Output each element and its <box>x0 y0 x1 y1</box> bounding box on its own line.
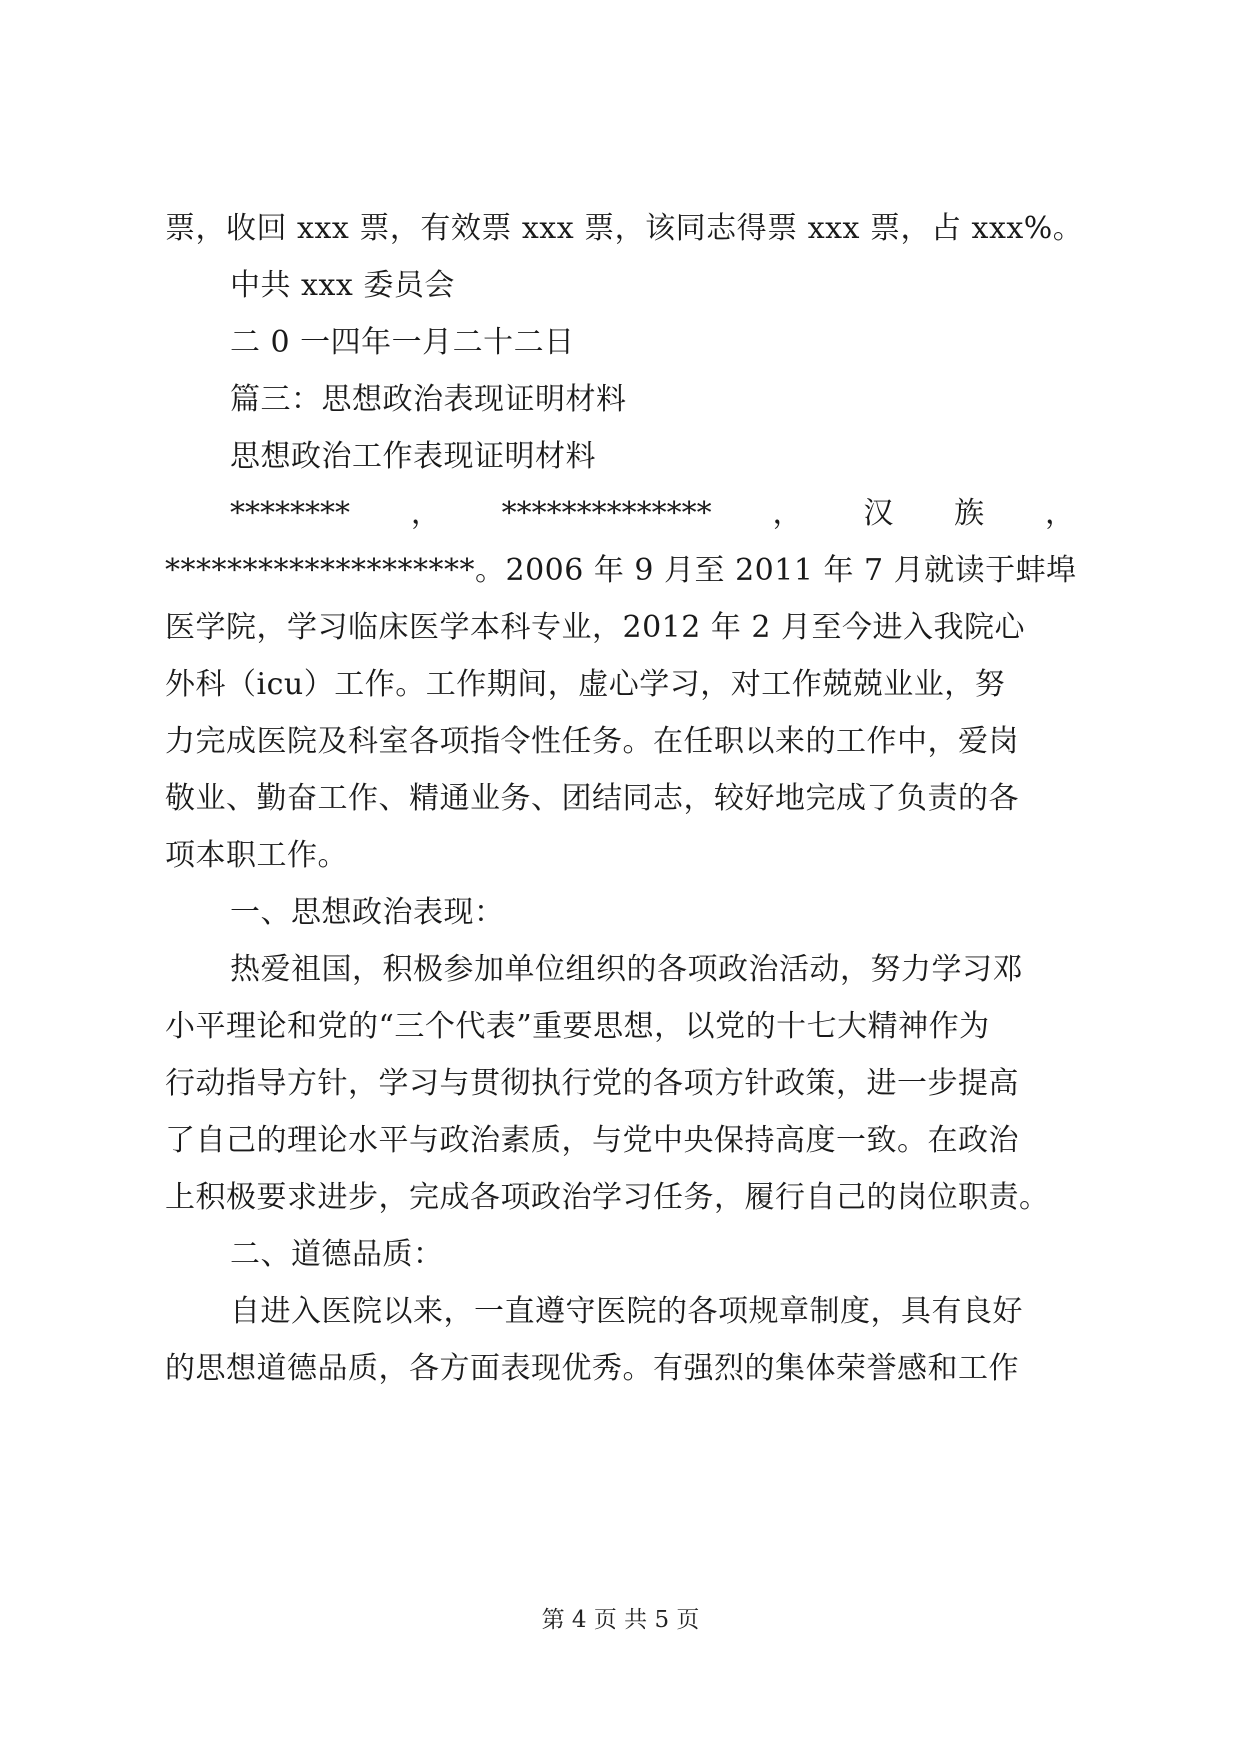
text-line: 力完成医院及科室各项指令性任务。在任职以来的工作中，爱岗 <box>165 724 1019 759</box>
text-line: 了自己的理论水平与政治素质，与党中央保持高度一致。在政治 <box>165 1123 1019 1158</box>
text-segment: 族 <box>954 496 985 531</box>
text-line: 热爱祖国，积极参加单位组织的各项政治活动，努力学习邓 <box>230 952 1023 987</box>
text-line: 项本职工作。 <box>165 838 348 873</box>
text-line: 二 0 一四年一月二十二日 <box>230 325 575 360</box>
document-title: 思想政治工作表现证明材料 <box>230 439 596 474</box>
section-heading: 篇三：思想政治表现证明材料 <box>230 382 627 417</box>
redacted-name: ******** <box>230 496 350 531</box>
text-line: 敬业、勤奋工作、精通业务、团结同志，较好地完成了负责的各 <box>165 781 1019 816</box>
justified-line <box>230 483 1075 545</box>
text-segment: ， <box>1044 496 1075 531</box>
redacted-info: ************** <box>501 496 712 531</box>
text-segment: 汉 <box>863 496 894 531</box>
text-line: 的思想道德品质，各方面表现优秀。有强烈的集体荣誉感和工作 <box>165 1351 1019 1386</box>
page-number: 第 4 页 共 5 页 <box>541 1607 700 1633</box>
section-heading: 二、道德品质： <box>230 1237 444 1272</box>
text-line: ********************。2006 年 9 月至 2011 年 7 月就读于蚌埠 <box>165 553 1077 588</box>
text-segment: ， <box>772 496 803 531</box>
text-segment: ， <box>410 496 441 531</box>
text-line: 中共 xxx 委员会 <box>230 268 455 303</box>
text-line: 小平理论和党的“三个代表”重要思想，以党的十七大精神作为 <box>165 1009 990 1044</box>
section-heading: 一、思想政治表现： <box>230 895 505 930</box>
text-line: 医学院，学习临床医学本科专业，2012 年 2 月至今进入我院心 <box>165 610 1026 645</box>
text-line: 自进入医院以来，一直遵守医院的各项规章制度，具有良好 <box>230 1294 1023 1329</box>
text-line: 票，收回 xxx 票，有效票 xxx 票，该同志得票 xxx 票，占 xxx%。 <box>165 211 1084 246</box>
text-line: 行动指导方针，学习与贯彻执行党的各项方针政策，进一步提高 <box>165 1066 1019 1101</box>
text-line: 上积极要求进步，完成各项政治学习任务，履行自己的岗位职责。 <box>165 1180 1050 1215</box>
text-line: 外科（icu）工作。工作期间，虚心学习，对工作兢兢业业，努 <box>165 667 1006 702</box>
